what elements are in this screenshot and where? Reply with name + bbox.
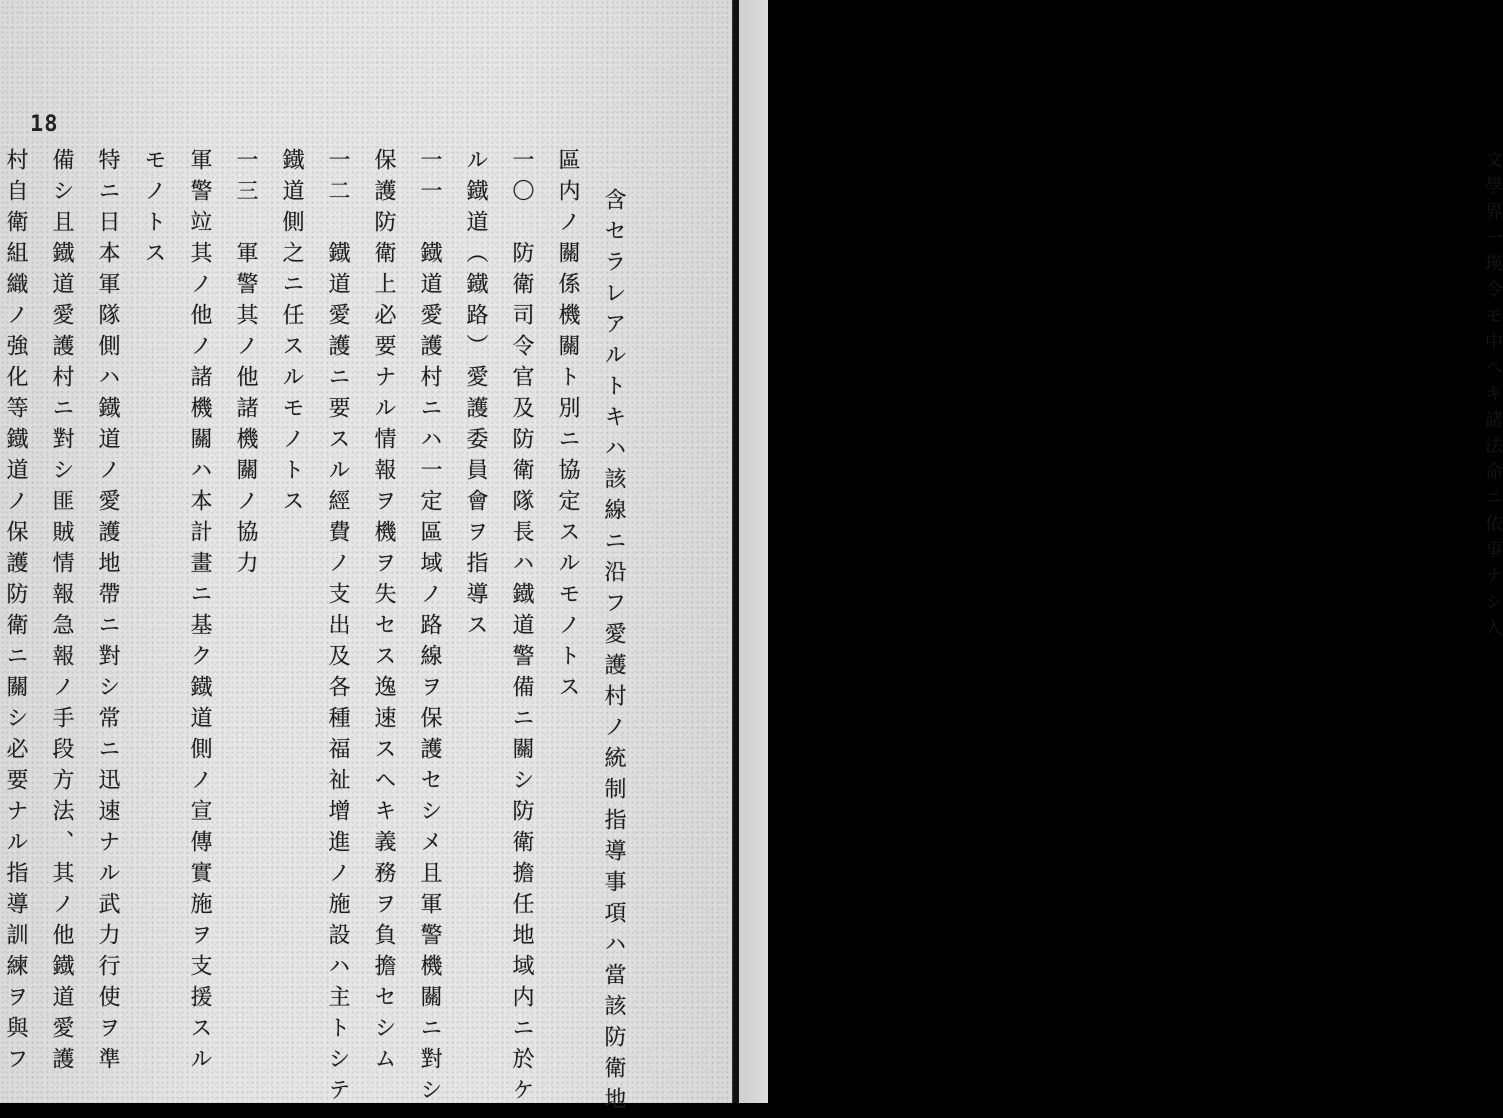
text-line: 鐡道側之ニ任スルモノトス — [279, 148, 304, 520]
text-line: 一〇 防衛司令官及防衛隊長ハ鐡道警備ニ關シ防衛擔任地域内ニ於ケ — [509, 148, 534, 1109]
adjacent-page-edge — [732, 0, 1503, 1103]
vertical-text-body — [0, 148, 636, 1118]
page-number: 18 — [30, 112, 59, 137]
text-line: 軍警竝其ノ他ノ諸機關ハ本計畫ニ基ク鐡道側ノ宣傳實施ヲ支援スル — [187, 148, 212, 1078]
text-line: モノトス — [141, 148, 166, 272]
text-line: 保護防衛上必要ナル情報ヲ機ヲ失セス逸速スヘキ義務ヲ負擔セシム — [371, 148, 396, 1078]
text-line: 備シ且鐡道愛護村ニ對シ匪賊情報急報ノ手段方法、其ノ他鐡道愛護 — [49, 148, 74, 1078]
text-line: 含セラレアルトキハ該線ニ沿フ愛護村ノ統制指導事項ハ當該防衛地 — [601, 188, 626, 1118]
text-line: 區内ノ關係機關ト別ニ協定スルモノトス — [555, 148, 580, 706]
text-line: 一一 鐡道愛護村ニハ一定區域ノ路線ヲ保護セシメ且軍警機關ニ對シ — [417, 148, 442, 1109]
text-line: ル鐡道（鐡路）愛護委員會ヲ指導ス — [463, 148, 488, 644]
text-line: 特ニ日本軍隊側ハ鐡道ノ愛護地帶ニ對シ常ニ迅速ナル武力行使ヲ準 — [95, 148, 120, 1078]
document-page — [0, 0, 732, 1118]
bleed-through-text: 文學界一瑛令モ中ヘキ諸法命ニ依事ナシ入 — [1482, 150, 1503, 644]
text-line: 一三 軍警其ノ他諸機關ノ協力 — [233, 148, 258, 582]
text-line: 村自衛組織ノ強化等鐡道ノ保護防衛ニ關シ必要ナル指導訓練ヲ與フ — [3, 148, 28, 1078]
text-line: 一二 鐡道愛護ニ要スル經費ノ支出及各種福祉增進ノ施設ハ主トシテ — [325, 148, 350, 1109]
